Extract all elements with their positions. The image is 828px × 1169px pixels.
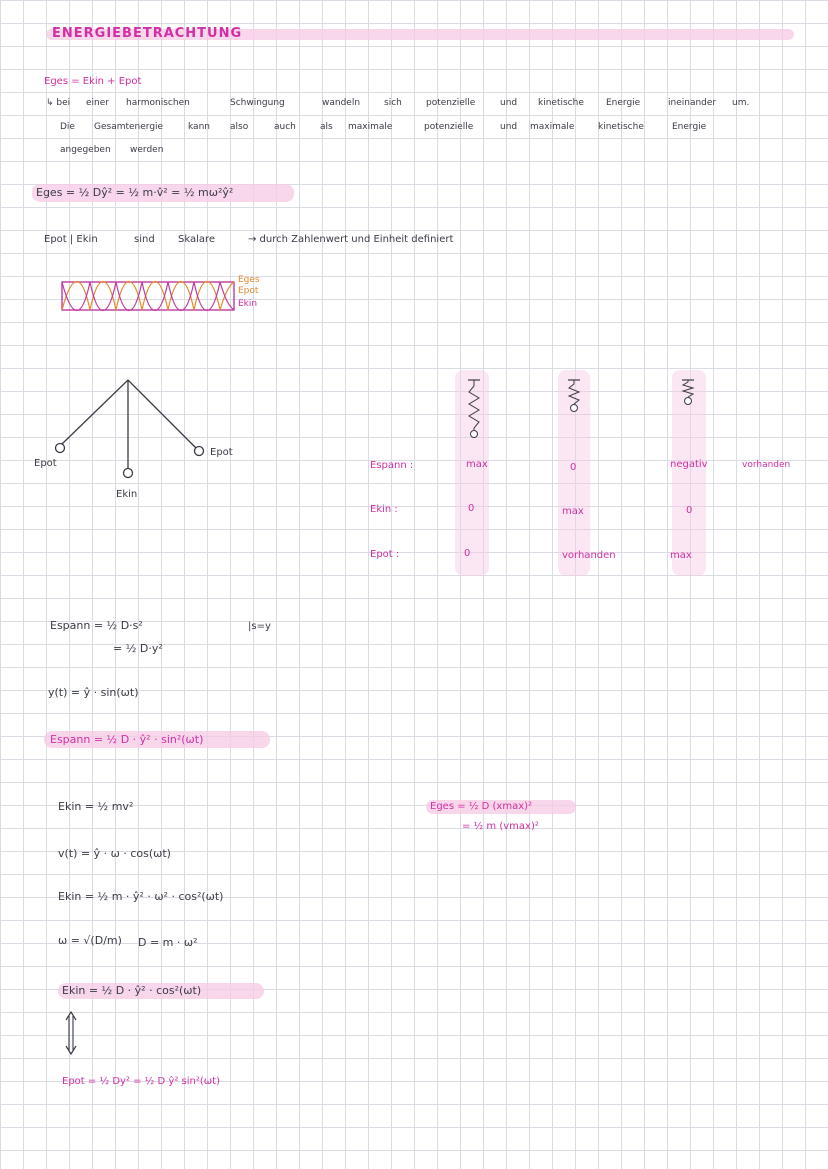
- intro-word: Die: [60, 122, 75, 132]
- intro-word: also: [230, 122, 249, 132]
- intro-word: einer: [86, 98, 109, 108]
- table-row-label: Epot :: [370, 549, 400, 560]
- page-title: ENERGIEBETRACHTUNG: [52, 26, 243, 41]
- intro-word: und: [500, 98, 518, 108]
- pendulum-bob-center: [124, 469, 133, 478]
- intro-word: maximale: [348, 122, 393, 132]
- intro-word: auch: [274, 122, 296, 132]
- eges-formula: Eges = ½ Dŷ² = ½ m·v̂² = ½ mω²ŷ²: [36, 186, 234, 199]
- legend-eges: Eges: [238, 275, 260, 285]
- intro-word: und: [500, 122, 518, 132]
- table-cell: max: [562, 506, 584, 517]
- vt-formula: v(t) = ŷ · ω · cos(ωt): [58, 847, 171, 860]
- pendulum-bob-left: [56, 444, 65, 453]
- scalar-left: Epot | Ekin: [44, 234, 98, 245]
- scalar-sind: sind: [134, 234, 155, 245]
- spann-line2: = ½ D·y²: [113, 642, 163, 655]
- scalar-skalare: Skalare: [178, 234, 216, 245]
- intro-word: sich: [384, 98, 402, 108]
- intro-word: um.: [732, 98, 750, 108]
- d-formula: D = m · ω²: [138, 936, 198, 949]
- spring-neutral: [564, 378, 584, 418]
- spring-compressed: [678, 378, 698, 408]
- intro-word: wandeln: [322, 98, 361, 108]
- eges-max-line2: = ½ m (vmax)²: [462, 821, 539, 832]
- intro-word: kinetische: [538, 98, 584, 108]
- table-cell: 0: [468, 503, 475, 514]
- intro-word: ineinander: [668, 98, 717, 108]
- intro-word: kann: [188, 122, 210, 132]
- table-extra: vorhanden: [742, 460, 791, 470]
- pot-result: Epot = ½ Dy² = ½ D ŷ² sin²(ωt): [62, 1076, 220, 1087]
- intro-word: harmonischen: [126, 98, 190, 108]
- intro-word: maximale: [530, 122, 575, 132]
- ekin-curve: [62, 282, 234, 311]
- spann-line1: Espann = ½ D·s²: [50, 619, 143, 632]
- intro-word: potenzielle: [424, 122, 474, 132]
- intro-formula: Eges = Ekin + Epot: [44, 76, 142, 87]
- pendulum-label-left: Epot: [34, 458, 57, 469]
- scalar-right: → durch Zahlenwert und Einheit definiert: [248, 234, 454, 245]
- pendulum-diagram: [40, 372, 240, 492]
- eges-max-line1: Eges = ½ D (xmax)²: [430, 801, 533, 812]
- omega-formula: ω = √(D/m): [58, 934, 122, 947]
- intro-word: Energie: [606, 98, 641, 108]
- table-cell: 0: [464, 548, 471, 559]
- spann-note: |s=y: [248, 621, 271, 632]
- intro-word: Energie: [672, 122, 707, 132]
- intro-word: Gesamtenergie: [94, 122, 164, 132]
- kin-line2: Ekin = ½ m · ŷ² · ω² · cos²(ωt): [58, 890, 224, 903]
- kin-line1: Ekin = ½ mv²: [58, 800, 134, 813]
- table-cell: vorhanden: [562, 550, 616, 561]
- table-cell: max: [466, 459, 488, 470]
- intro-word: als: [320, 122, 333, 132]
- legend-epot: Epot: [238, 286, 259, 296]
- pendulum-bob-right: [195, 447, 204, 456]
- spring-stretched: [464, 378, 484, 442]
- epot-curve: [62, 282, 234, 311]
- table-row-label: Espann :: [370, 460, 414, 471]
- intro-word: werden: [130, 145, 164, 155]
- table-cell: 0: [686, 505, 693, 516]
- kin-result: Ekin = ½ D · ŷ² · cos²(ωt): [62, 984, 202, 997]
- intro-word: potenzielle: [426, 98, 476, 108]
- table-row-label: Ekin :: [370, 504, 398, 515]
- intro-word: angegeben: [60, 145, 111, 155]
- spann-result: Espann = ½ D · ŷ² · sin²(ωt): [50, 733, 204, 746]
- yt-formula: y(t) = ŷ · sin(ωt): [48, 686, 139, 699]
- table-cell: max: [670, 550, 692, 561]
- intro-word: ↳ bei: [46, 98, 71, 108]
- double-arrow-icon: [64, 1010, 78, 1056]
- energy-wave-diagram: [60, 280, 240, 312]
- pendulum-label-right: Epot: [210, 447, 233, 458]
- table-cell: 0: [570, 462, 577, 473]
- pendulum-label-center: Ekin: [116, 489, 138, 500]
- intro-word: kinetische: [598, 122, 644, 132]
- intro-word: Schwingung: [230, 98, 285, 108]
- legend-ekin: Ekin: [238, 299, 258, 309]
- eges-box: [62, 282, 234, 310]
- table-cell: negativ: [670, 459, 708, 470]
